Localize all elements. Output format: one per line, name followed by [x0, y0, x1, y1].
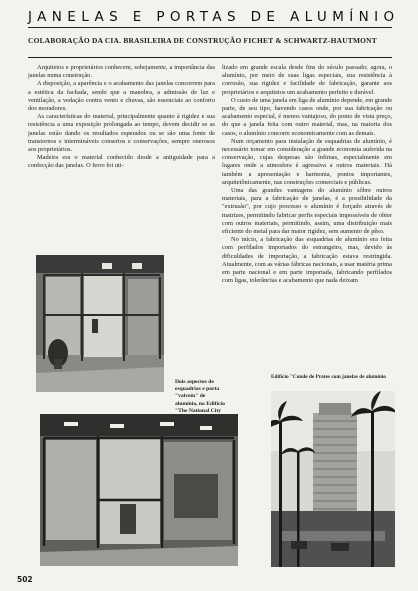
- paragraph: Uma das grandes vantagens do alumínio sôbre outros materiais, para a fabricação de janelas, é a possibilidade da "extrusão", por cujo processo o alumínio é forçado através de matrizes, permitindo fabricar perfis especiais impossíveis de obter com outros materiais, permitindo, assim, uma distribuição mais eficiente do metal para dar maior rigidez, sem aumento de pêso.: [222, 187, 392, 236]
- left-text-column: [28, 64, 215, 244]
- article-subtitle: COLABORAÇÃO DA CIA. BRASILEIRA DE CONSTRUÇÃO FICHET & SCHWARTZ-HAUTMONT: [28, 36, 377, 45]
- paragraph: As características do material, principalmente quanto à rigidez e sua resistência a uma exposição prolongada ao tempo, devem decidir se as janelas estão dando os resultados esperados ou se são uma fonte de transtornos e intermináveis consertos e conservações, sempre onerosos aos proprietários.: [28, 113, 215, 154]
- title-rule: [28, 27, 392, 28]
- paragraph: Arquitetos e proprietários conhecem, sobejamente, a importância das janelas numa construção.: [28, 64, 215, 80]
- paragraph: Madeira era o material conhecido desde a antiguidade para a confecção das janelas. O ferro foi uti-: [28, 154, 215, 170]
- paragraph: O custo de uma janela em liga de alumínio depende, em grande parte, de seu tipo, havendo casos onde, por sua fabricação ou acabamento especial, é menos vantajoso, do ponto de vista preço, do que a janela feita com outro material, mas, na maioria dos casos, o alumínio concorre economicamente com as demais.: [222, 96, 392, 137]
- article-title: JANELAS E PORTAS DE ALUMÍNIO: [28, 9, 400, 25]
- bank-interior-photo: [40, 414, 238, 566]
- photo-pair-caption: Dois aspectos de esquadrias e porta "vaivem" de alumínio, no Edifício "The National City: [175, 379, 225, 414]
- subtitle-rule: [28, 57, 392, 58]
- right-text-column: [222, 64, 392, 364]
- paragraph: Num orçamento para instalação de esquadrias de alumínio, é necessário tomar em consideração a grande economia auferida na conservação, cujas despesas são ínfimas, especialmente em lugares onde a atmosfera é agressiva a outros materiais. Há também a apresentação e harmonia, pontos importantes, arquitetônicamente, nas construções comerciais e públicas.: [222, 137, 392, 186]
- bank-entrance-photo: [36, 255, 164, 392]
- paragraph: A disposição, a aparência e o acabamento das janelas concorrem para a estética da fachada, sendo que a manobra, a admissão de luz e ventilação, a vedação contra vento e chuvas, são essenciais ao conforto dos moradores.: [28, 80, 215, 113]
- building-caption: Edifício "Conde de Prates com janelas de alumínio: [271, 374, 386, 380]
- paragraph: lizado em grande escala desde fins do século passado; agora, o alumínio, por meio de suas ligas especiais, sua resistência à corrosão, sua rigidez e facilidade de fabricação, garante aos proprietários e arquitetos um acabamento perfeito e durável.: [222, 64, 392, 96]
- building-photo: [271, 391, 395, 567]
- page-number: 502: [17, 575, 33, 584]
- paragraph: No início, a fabricação das esquadrias de alumínio era feita com perfilados importados do estrangeiro, mas, devido às dificuldades de importação, a fabricação estava restringida. Atualmente, com as várias fábricas nacionais, a usar matéria prima em parte nacional e em parte importada, fabricando perfilados com ligas, tolerâncias e acabamento que nada deixam: [222, 236, 392, 285]
